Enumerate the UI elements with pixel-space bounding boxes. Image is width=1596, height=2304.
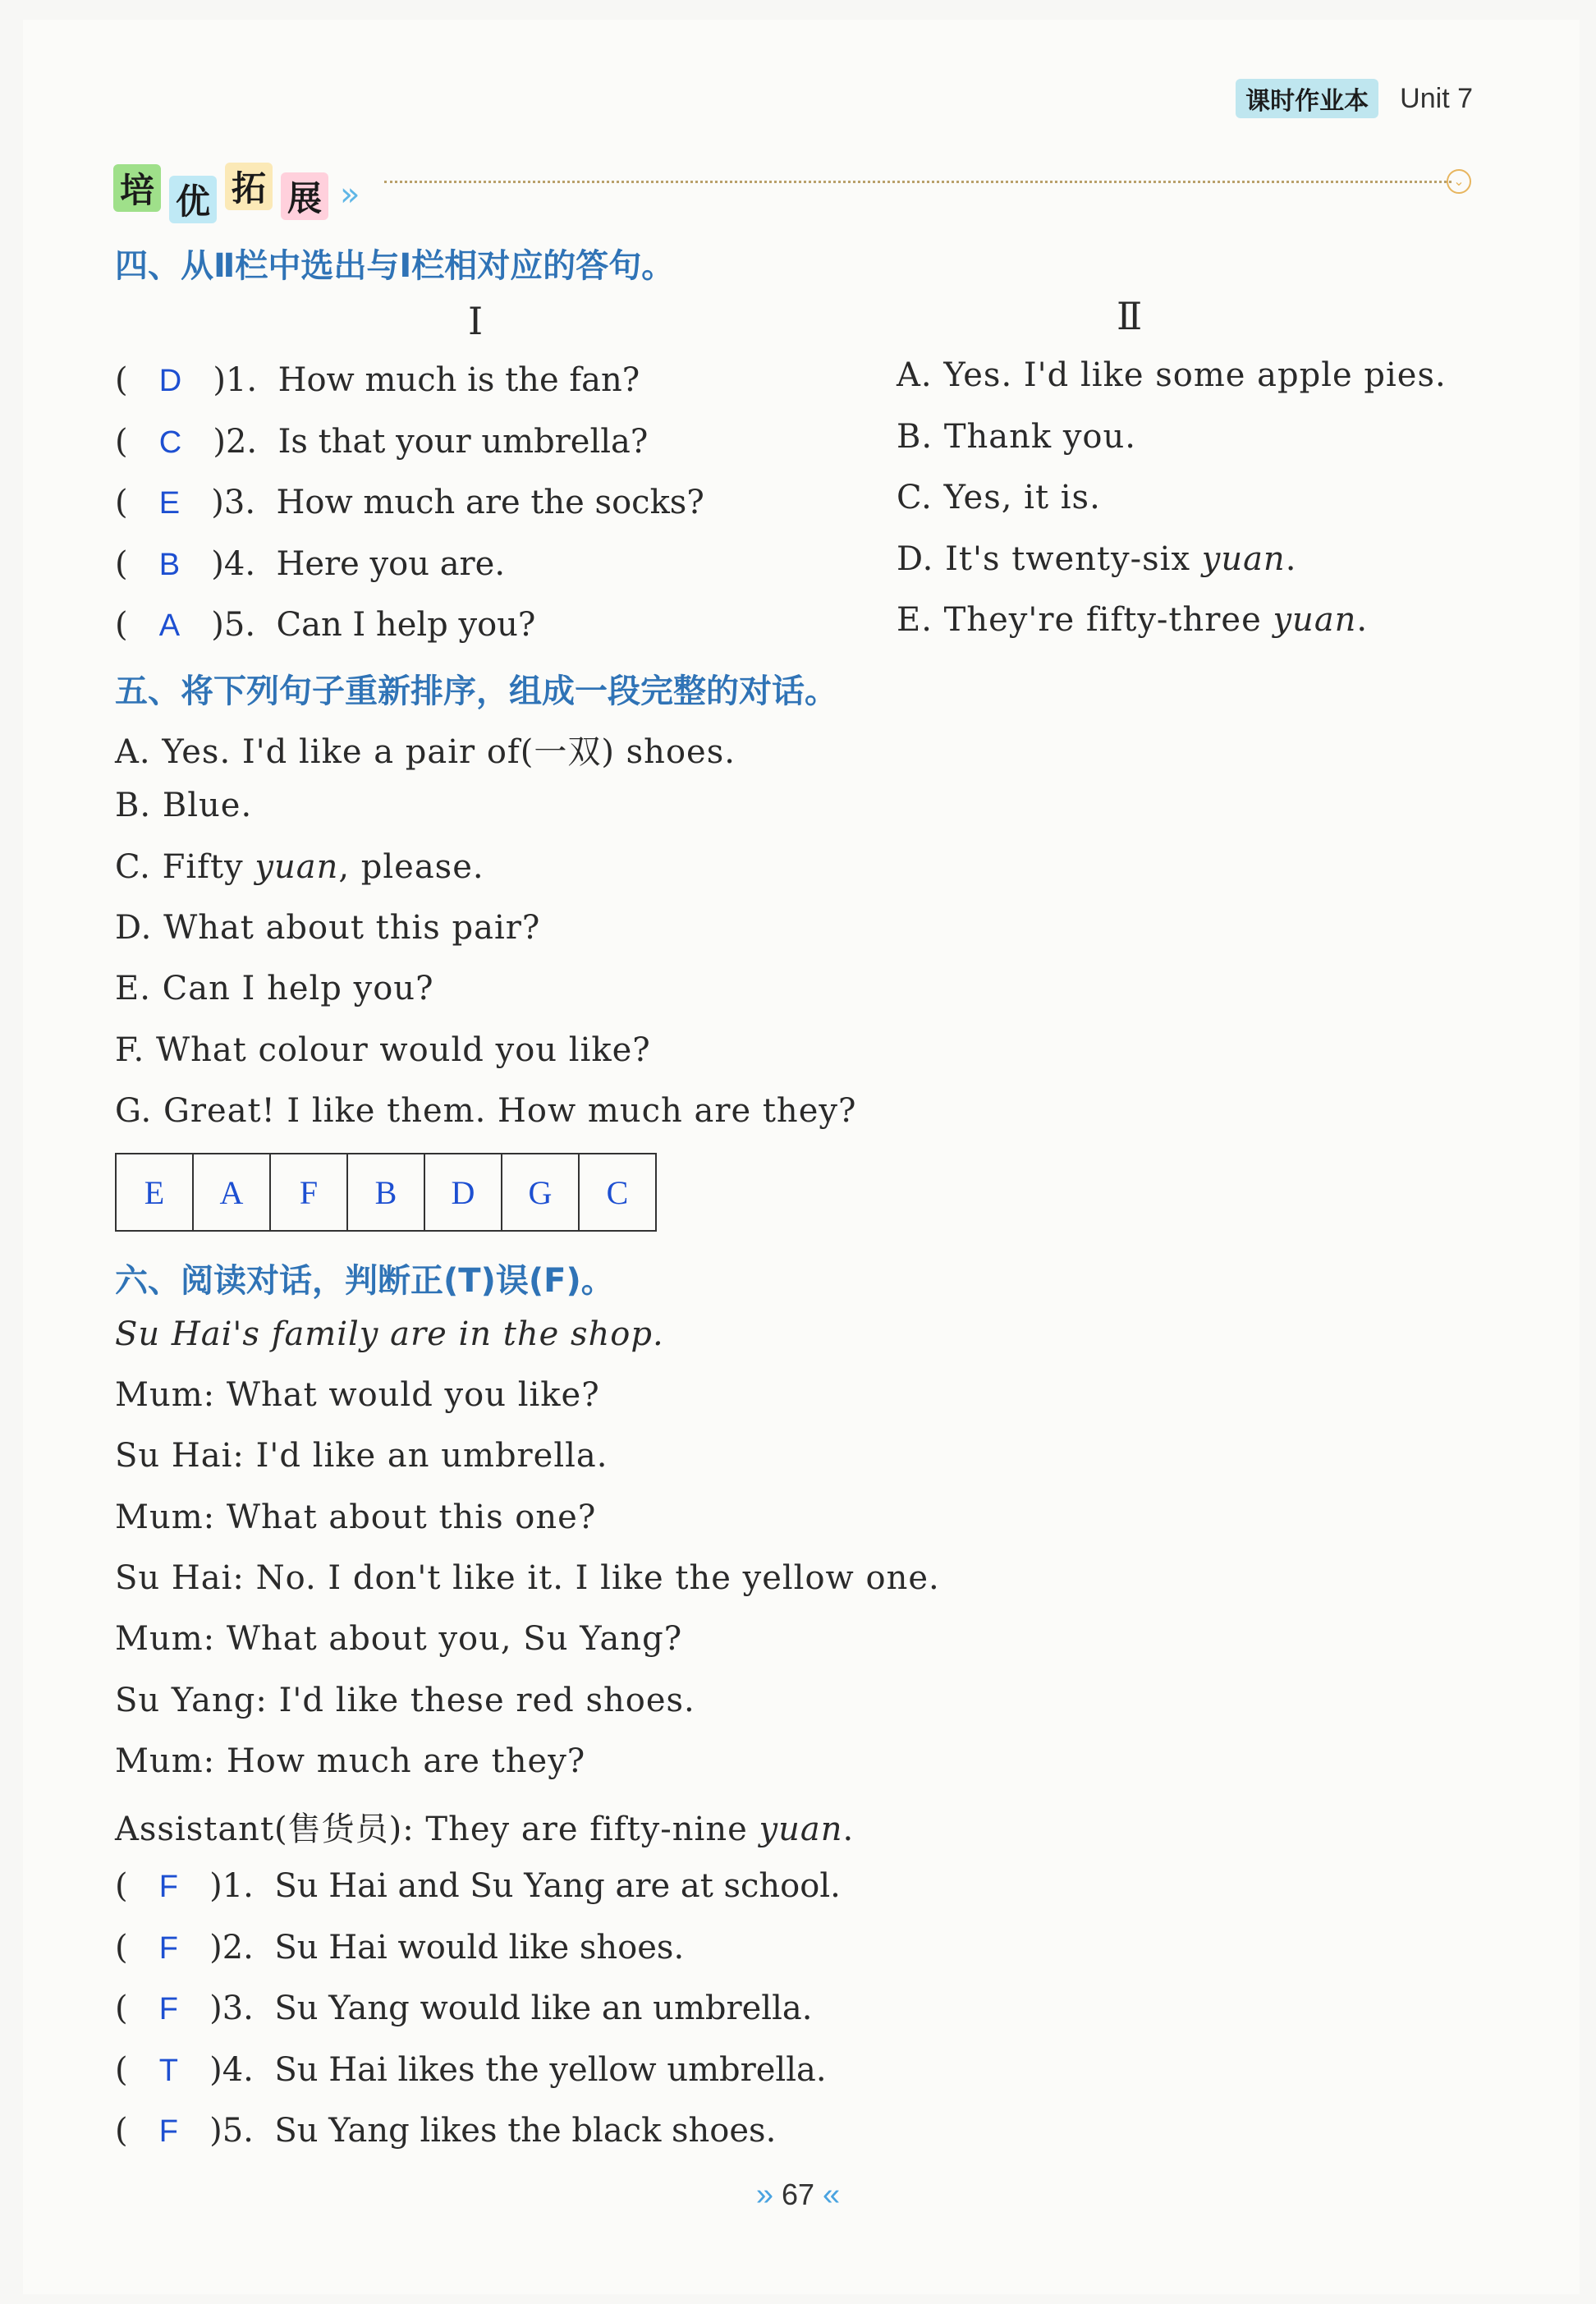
match-question-text: Is that your umbrella? [277,422,649,461]
book-title: 课时作业本 [1236,79,1378,118]
true-false-text: Su Hai would like shoes. [274,1928,685,1967]
true-false-number: )3. [209,1990,254,2027]
chevron-circle-icon: ⌄ [1447,169,1471,194]
match-option-4-text: D. It's twenty-six [897,539,1202,578]
dialogue-sentence-2-text: B. Blue. [115,787,253,825]
dialogue-sentence-3-italic: yuan [255,847,339,886]
order-cell-4: B [347,1154,424,1231]
dialogue-line-1-text: Mum: What would you like? [115,1376,600,1414]
match-question-2: ( C )2. Is that your umbrella? [115,422,649,461]
match-question-number: )3. [211,484,256,521]
dialogue-sentence-1-text: A. Yes. I'd like a pair of(一双) shoes. [115,733,736,771]
page-footer [0,2178,1596,2213]
dialogue-sentence-5 [115,970,434,1007]
column-1-heading: Ⅰ [468,299,484,343]
match-question-3: ( E )3. How much are the socks? [115,484,704,521]
dialogue-line-8 [115,1803,854,1850]
dialogue-sentence-3-text: C. Fifty [115,847,255,886]
match-question-answer: C [158,425,182,460]
banner-char-2: 优 [169,176,217,223]
match-option-2 [897,418,1136,456]
dialogue-line-4 [115,1559,940,1597]
dialogue-line-3-text: Mum: What about this one? [115,1498,597,1536]
dialogue-line-7 [115,1742,585,1780]
match-option-4 [897,540,1296,578]
dialogue-line-2-text: Su Hai: I'd like an umbrella. [115,1437,608,1476]
match-question-text: Here you are. [276,544,506,583]
match-question-answer: B [158,547,181,582]
unit-label: Unit 7 [1400,82,1473,114]
double-chevron-right-icon: » [755,2178,773,2212]
match-option-5-suffix: . [1356,601,1369,639]
match-option-1 [897,356,1447,394]
true-false-5: ( F )5. Su Yang likes the black shoes. [115,2112,777,2150]
match-option-3-text: C. Yes, it is. [897,479,1101,516]
match-question-number: )4. [211,544,256,583]
match-option-5-text: E. They're fifty-three [897,601,1273,639]
true-false-text: Su Hai likes the yellow umbrella. [274,2050,827,2089]
match-question-number: )2. [213,422,258,461]
page-number: 67 [781,2178,815,2211]
order-cell-2: A [193,1154,270,1231]
dialogue-line-1 [115,1376,600,1414]
match-question-answer: D [158,364,182,398]
double-chevron-left-icon: « [823,2178,841,2212]
dialogue-line-5 [115,1620,682,1658]
dialogue-sentence-2 [115,787,252,824]
column-2-heading: Ⅱ [1117,294,1143,338]
match-option-1-text: A. Yes. I'd like some apple pies. [897,356,1447,394]
true-false-answer: F [158,1992,178,2026]
match-question-1: ( D )1. How much is the fan? [115,361,640,399]
order-cell-1: E [116,1154,193,1231]
dialogue-sentence-3-suffix: , please. [338,847,484,886]
match-question-4: ( B )4. Here you are. [115,544,506,583]
true-false-number: )4. [209,2050,254,2089]
dialogue-line-5-text: Mum: What about you, Su Yang? [115,1620,683,1659]
true-false-text: Su Hai and Su Yang are at school. [274,1867,841,1905]
double-chevron-icon: » [340,176,360,213]
true-false-text: Su Yang would like an umbrella. [274,1990,813,2027]
match-option-5 [897,601,1368,639]
true-false-answer: F [158,1870,178,1904]
match-option-4-italic: yuan [1201,539,1286,578]
dialogue-sentence-4-text: D. What about this pair? [115,908,541,947]
order-cell-6: G [502,1154,579,1231]
true-false-3: ( F )3. Su Yang would like an umbrella. [115,1990,813,2027]
true-false-number: )5. [209,2112,254,2150]
true-false-number: )1. [209,1867,254,1905]
order-answer-table [115,1153,657,1232]
section-5-title: 五、将下列句子重新排序，组成一段完整的对话。 [115,672,837,710]
dialogue-line-4-text: Su Hai: No. I don't like it. I like the yellow one. [115,1558,940,1597]
dialogue-line-7-text: Mum: How much are they? [115,1742,586,1780]
match-question-number: )5. [211,606,256,644]
match-question-number: )1. [213,361,258,399]
dialogue-line-8-text: Assistant(售货员): They are fifty-nine [115,1811,759,1849]
dialogue-line-6-text: Su Yang: I'd like these red shoes. [115,1681,695,1719]
match-question-text: How much are the socks? [276,484,704,521]
dialogue-intro: Su Hai's family are in the shop. [115,1315,664,1353]
section-6-title: 六、阅读对话，判断正(T)误(F)。 [115,1262,614,1300]
dialogue-sentence-4 [115,909,540,947]
dialogue-line-3 [115,1499,596,1536]
order-cell-5: D [424,1154,502,1231]
match-question-text: How much is the fan? [277,361,640,399]
banner-char-3: 拓 [225,163,273,210]
match-question-answer: E [158,486,181,521]
dialogue-line-2 [115,1437,608,1475]
dialogue-sentence-7 [115,1092,856,1130]
section-banner [113,163,360,222]
match-option-3 [897,479,1101,516]
order-cell-7: C [579,1154,656,1231]
dialogue-line-8-suffix: . [842,1811,855,1849]
dialogue-sentence-5-text: E. Can I help you? [115,970,434,1008]
match-option-4-suffix: . [1285,539,1297,578]
match-option-2-text: B. Thank you. [897,417,1136,456]
true-false-4: ( T )4. Su Hai likes the yellow umbrella. [115,2050,827,2089]
dialogue-sentence-6 [115,1031,651,1069]
order-cell-3: F [270,1154,347,1231]
page-header [1236,79,1473,118]
true-false-text: Su Yang likes the black shoes. [274,2112,777,2150]
dialogue-sentence-6-text: F. What colour would you like? [115,1030,651,1069]
banner-char-4: 展 [281,172,328,220]
section-4-title: 四、从Ⅱ栏中选出与Ⅰ栏相对应的答句。 [115,247,675,285]
dialogue-line-8-italic: yuan [759,1811,843,1849]
match-option-5-italic: yuan [1273,601,1357,639]
true-false-answer: F [158,1930,178,1966]
true-false-answer: T [158,2053,178,2088]
match-question-5: ( A )5. Can I help you? [115,606,536,644]
true-false-number: )2. [209,1928,254,1967]
dialogue-sentence-3 [115,848,484,886]
dialogue-sentence-7-text: G. Great! I like them. How much are they? [115,1091,857,1130]
dialogue-line-6 [115,1682,695,1719]
true-false-1: ( F )1. Su Hai and Su Yang are at school. [115,1867,841,1905]
dotted-divider [384,181,1452,183]
dialogue-sentence-1 [115,726,736,773]
true-false-2: ( F )2. Su Hai would like shoes. [115,1928,685,1967]
match-question-text: Can I help you? [276,606,536,644]
true-false-answer: F [158,2114,178,2149]
match-question-answer: A [158,608,181,643]
banner-char-1: 培 [113,164,161,212]
